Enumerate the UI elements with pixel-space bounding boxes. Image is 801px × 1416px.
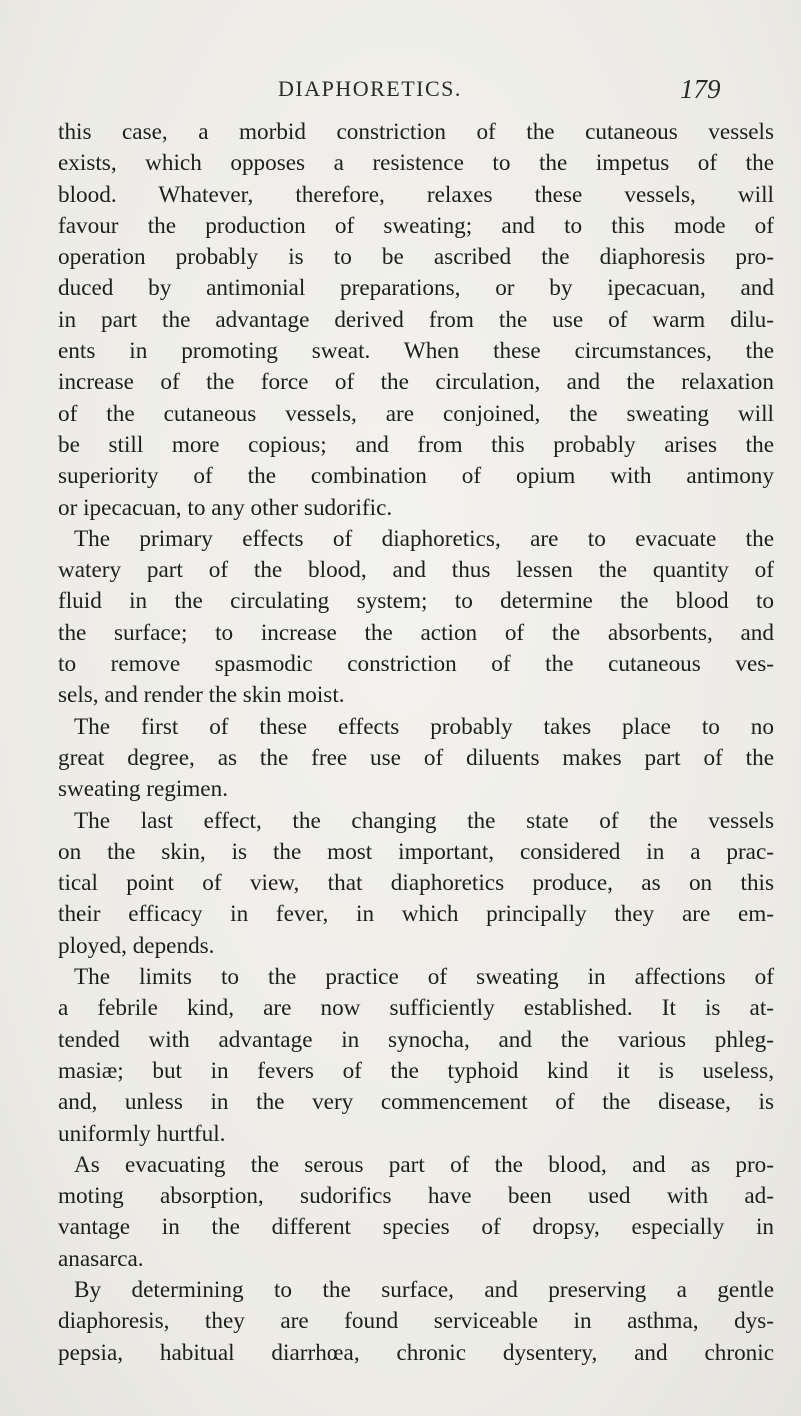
text-line: vantage in the different species of dropsy, especially in xyxy=(58,1214,774,1241)
text-line: their efficacy in fever, in which principally they are em- xyxy=(58,901,774,928)
text-line: the surface; to increase the action of the absorbents, and xyxy=(58,619,774,646)
text-line: favour the production of sweating; and to this mode of xyxy=(58,212,774,239)
text-line: masiæ; but in fevers of the typhoid kind it is useless, xyxy=(58,1057,774,1084)
text-line: uniformly hurtful. xyxy=(58,1120,226,1147)
text-line: moting absorption, sudorifics have been used with ad- xyxy=(58,1183,774,1210)
text-line: superiority of the combination of opium with antimony xyxy=(58,463,774,490)
text-line: a febrile kind, are now sufficiently established. It is at- xyxy=(58,995,774,1022)
text-line: exists, which opposes a resistence to the impetus of the xyxy=(58,150,774,177)
text-line: By determining to the surface, and preserving a gentle xyxy=(74,1276,774,1303)
text-line: pepsia, habitual diarrhœa, chronic dysentery, and chronic xyxy=(58,1339,774,1366)
text-line: The limits to the practice of sweating in affections of xyxy=(74,964,774,991)
text-line: duced by antimonial preparations, or by ipecacuan, and xyxy=(58,275,774,302)
text-line: operation probably is to be ascribed the diaphoresis pro- xyxy=(58,244,774,271)
text-line: The primary effects of diaphoretics, are to evacuate the xyxy=(74,525,774,552)
text-line: to remove spasmodic constriction of the cutaneous ves- xyxy=(58,651,774,678)
text-line: great degree, as the free use of diluents makes part of the xyxy=(58,744,774,771)
text-line: in part the advantage derived from the use of warm dilu- xyxy=(58,306,774,333)
text-line: ployed, depends. xyxy=(58,932,215,959)
text-line: increase of the force of the circulation, and the relaxation xyxy=(58,369,774,396)
text-line: be still more copious; and from this probably arises the xyxy=(58,431,774,458)
text-line: The last effect, the changing the state of the vessels xyxy=(74,807,774,834)
text-line: or ipecacuan, to any other sudorific. xyxy=(58,494,393,521)
text-line: of the cutaneous vessels, are conjoined, the sweating will xyxy=(58,400,774,427)
text-line: The first of these effects probably takes place to no xyxy=(74,713,774,740)
text-line: ents in promoting sweat. When these circumstances, the xyxy=(58,338,774,365)
body-text xyxy=(58,117,774,1369)
text-line: on the skin, is the most important, considered in a prac- xyxy=(58,838,774,865)
text-line: As evacuating the serous part of the blood, and as pro- xyxy=(74,1151,774,1178)
text-line: sels, and render the skin moist. xyxy=(58,682,345,709)
text-line: tical point of view, that diaphoretics produce, as on this xyxy=(58,870,774,897)
page-number: 179 xyxy=(680,74,721,104)
text-line: tended with advantage in synocha, and the various phleg- xyxy=(58,1026,774,1053)
text-line: watery part of the blood, and thus lessen the quantity of xyxy=(58,557,774,584)
running-title: DIAPHORETICS. xyxy=(278,76,462,101)
running-head xyxy=(60,68,780,108)
text-line: sweating regimen. xyxy=(58,776,228,803)
text-line: and, unless in the very commencement of the disease, is xyxy=(58,1089,774,1116)
text-line: blood. Whatever, therefore, relaxes these vessels, will xyxy=(58,181,774,208)
text-line: anasarca. xyxy=(58,1245,144,1272)
text-line: this case, a morbid constriction of the cutaneous vessels xyxy=(58,119,774,145)
text-line: fluid in the circulating system; to determine the blood to xyxy=(58,588,774,615)
text-line: diaphoresis, they are found serviceable in asthma, dys- xyxy=(58,1308,774,1335)
